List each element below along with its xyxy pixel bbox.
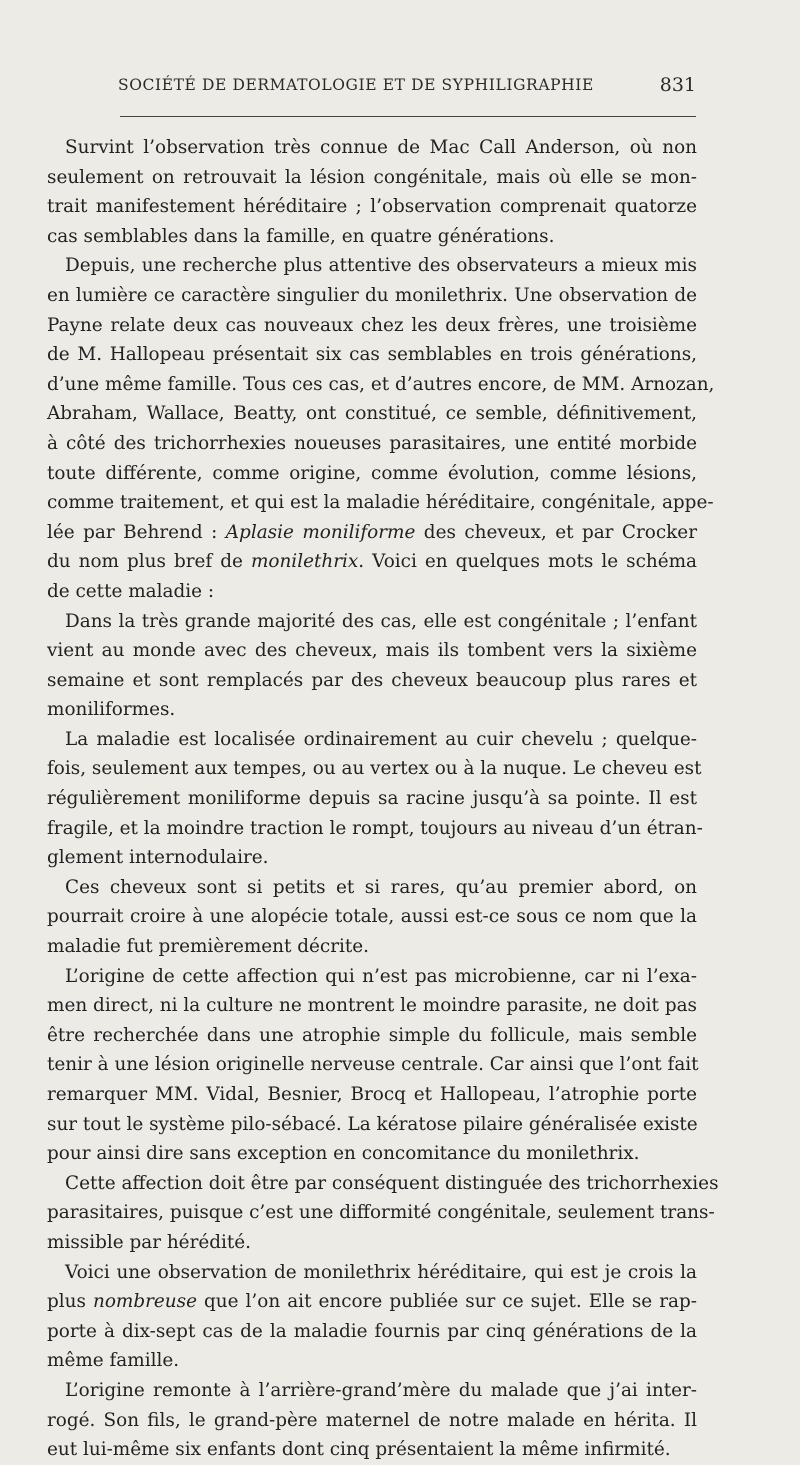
text-line [47, 962, 697, 992]
body-text [47, 133, 719, 1465]
text-line [47, 873, 697, 903]
text-run: lée par Behrend : [47, 521, 226, 543]
text-line [47, 251, 697, 281]
text-run: cas semblables dans la famille, en quatre générations. [47, 225, 555, 247]
text-run: semaine et sont remplacés par des cheveux beaucoup plus rares et [47, 669, 697, 691]
text-line [47, 163, 697, 193]
text-line [47, 1050, 697, 1080]
text-line [47, 1287, 697, 1317]
text-line [47, 1080, 697, 1110]
text-line [47, 932, 697, 962]
text-line [47, 991, 697, 1021]
text-line [47, 1376, 697, 1406]
italic-term: monilethrix [250, 551, 359, 573]
text-line [47, 488, 714, 518]
text-run: que l’on ait encore publiée sur ce sujet. Elle se rap- [196, 1291, 697, 1313]
text-run: remarquer MM. Vidal, Besnier, Brocq et Hallopeau, l’atrophie porte [47, 1084, 697, 1105]
text-line [47, 666, 697, 696]
text-run: des cheveux, et par Crocker [415, 521, 697, 543]
text-run: toute différente, comme origine, comme évolution, comme lésions, [47, 462, 697, 484]
text-line [47, 1406, 697, 1436]
text-run: régulièrement moniliforme depuis sa racine jusqu’à sa pointe. Il est [47, 788, 697, 810]
text-run: L’origine remonte à l’arrière-grand’mère du malade que j’ai inter- [65, 1379, 697, 1401]
text-run: glement internodulaire. [47, 847, 269, 869]
text-run: Depuis, une recherche plus attentive des observateurs a mieux mis [65, 255, 697, 277]
italic-term: nombreuse [92, 1291, 197, 1313]
text-run: maladie fut premièrement décrite. [47, 936, 369, 958]
text-line [47, 1346, 697, 1376]
italic-term: Aplasie moniliforme [225, 521, 416, 543]
text-run: tenir à une lésion originelle nerveuse centrale. Car ainsi que l’ont fait [47, 1054, 699, 1076]
text-line [47, 725, 697, 755]
text-run: rogé. Son fils, le grand-père maternel de notre malade en hérita. Il [47, 1409, 697, 1431]
text-run: pourrait croire à une alopécie totale, aussi est-ce sous ce nom que la [47, 906, 697, 928]
text-run: Dans la très grande majorité des cas, elle est congénitale ; l’enfant [65, 610, 697, 632]
text-run: en lumière ce caractère singulier du monilethrix. Une observation de [47, 284, 697, 306]
text-line [47, 222, 697, 252]
text-line [47, 1198, 715, 1228]
text-run: comme traitement, et qui est la maladie héréditaire, congénitale, appe- [47, 492, 714, 514]
text-run: sur tout le système pilo-sébacé. La kératose pilaire généralisée existe [47, 1113, 698, 1135]
running-header [118, 76, 696, 102]
text-run: porte à dix-sept cas de la maladie fournis par cinq générations de la [47, 1320, 697, 1342]
text-line [47, 814, 703, 844]
text-line [47, 577, 697, 607]
text-line [47, 1228, 697, 1258]
text-line [47, 607, 697, 637]
text-run: vient au monde avec des cheveux, mais ils tombent vers la sixième [47, 640, 697, 662]
text-line [47, 843, 697, 873]
text-run: . Voici en quelques mots le schéma [358, 551, 697, 573]
text-run: fois, seulement aux tempes, ou au vertex ou à la nuque. Le cheveu est [47, 758, 702, 780]
text-run: Payne relate deux cas nouveaux chez les deux frères, une troisième [47, 314, 697, 336]
text-line [47, 636, 697, 666]
text-line [47, 695, 697, 725]
text-run: eut lui-même six enfants dont cinq présentaient la même infirmité. [47, 1439, 671, 1461]
text-run: La maladie est localisée ordinairement au cuir chevelu ; quelque- [65, 728, 697, 750]
text-run: Abraham, Wallace, Beatty, ont constitué, ce semble, définitivement, [47, 403, 697, 425]
text-line [47, 311, 697, 341]
text-run: moniliformes. [47, 699, 176, 721]
text-run: de cette maladie : [47, 580, 215, 602]
text-line [47, 547, 697, 577]
text-line [47, 902, 697, 932]
text-run: Survint l’observation très connue de Mac Call Anderson, où non [65, 137, 697, 158]
text-line [47, 192, 697, 222]
text-line [47, 518, 697, 548]
text-line [47, 1317, 697, 1347]
page-number: 831 [659, 74, 696, 96]
text-run: Ces cheveux sont si petits et si rares, qu’au premier abord, on [65, 876, 697, 898]
text-run: plus [47, 1291, 93, 1313]
text-line [47, 340, 697, 370]
text-run: fragile, et la moindre traction le rompt, toujours au niveau d’un étran- [47, 817, 703, 839]
text-line [47, 429, 697, 459]
text-run: parasitaires, puisque c’est une difformité congénitale, seulement trans- [47, 1202, 715, 1224]
text-run: missible par hérédité. [47, 1231, 252, 1253]
text-line [47, 133, 697, 163]
text-line [47, 784, 697, 814]
text-run: men direct, ni la culture ne montrent le moindre parasite, ne doit pas [47, 995, 697, 1017]
text-line [47, 754, 702, 784]
text-line [47, 1258, 697, 1288]
text-run: pour ainsi dire sans exception en concomitance du monilethrix. [47, 1143, 640, 1165]
text-run: du nom plus bref de [47, 551, 251, 573]
text-run: d’une même famille. Tous ces cas, et d’autres encore, de MM. Arnozan, [47, 373, 715, 395]
text-run: être recherchée dans une atrophie simple du follicule, mais semble [47, 1024, 697, 1046]
header-title: SOCIÉTÉ DE DERMATOLOGIE ET DE SYPHILIGRAPHIE [118, 76, 594, 94]
text-line [47, 281, 697, 311]
text-line [47, 399, 697, 429]
text-run: même famille. [47, 1350, 180, 1372]
text-line [47, 370, 715, 400]
text-run: L’origine de cette affection qui n’est pas microbienne, car ni l’exa- [65, 965, 697, 987]
text-line [47, 1021, 697, 1051]
text-run: à côté des trichorrhexies noueuses parasitaires, une entité morbide [47, 432, 697, 454]
text-run: Voici une observation de monilethrix héréditaire, qui est je crois la [65, 1261, 697, 1283]
header-rule [120, 116, 696, 117]
text-line [47, 1435, 697, 1465]
text-run: de M. Hallopeau présentait six cas semblables en trois générations, [47, 344, 697, 366]
text-line [47, 459, 697, 489]
text-line [47, 1110, 697, 1140]
text-line [47, 1139, 697, 1169]
text-run: Cette affection doit être par conséquent distinguée des trichorrhexies [65, 1172, 719, 1194]
text-run: seulement on retrouvait la lésion congénitale, mais où elle se mon- [47, 166, 697, 188]
text-run: trait manifestement héréditaire ; l’observation comprenait quatorze [47, 196, 697, 218]
text-line [47, 1169, 719, 1199]
